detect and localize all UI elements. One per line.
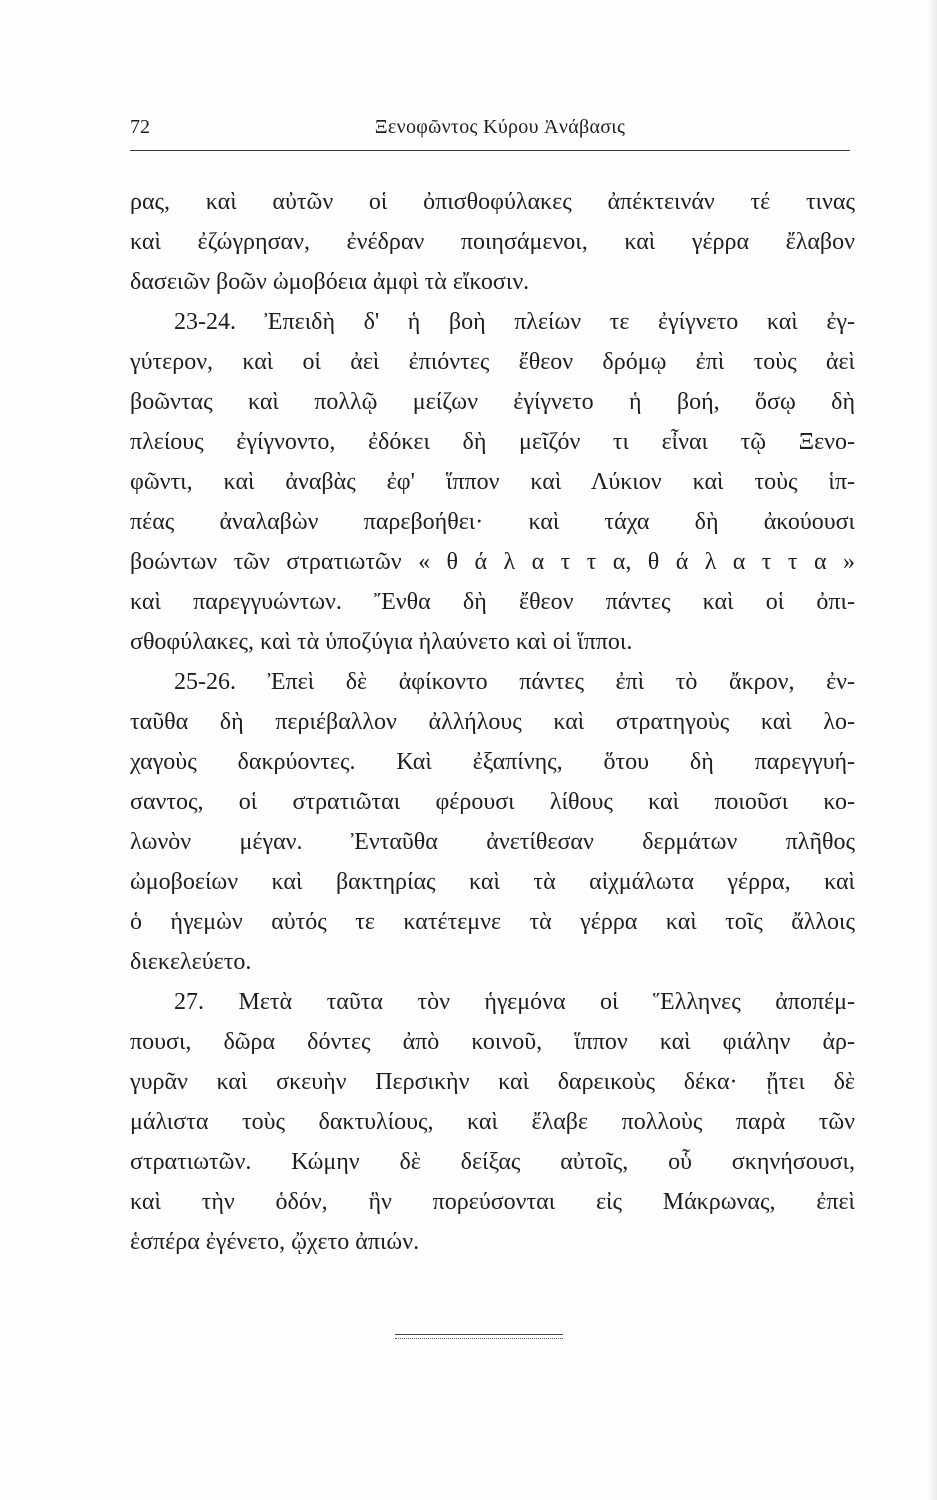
text-line: σαντος, οἱ στρατιῶται φέρουσι λίθους καὶ ποιοῦσι κο-	[130, 789, 855, 815]
page-edge-shadow	[927, 0, 937, 1500]
text-line: χαγοὺς δακρύοντες. Καὶ ἐξαπίνης, ὅτου δὴ παρεγγυή-	[130, 749, 855, 775]
section-25-26-start: 25-26. Ἐπεὶ δὲ ἀφίκοντο πάντες ἐπὶ τὸ ἄκρον, ἐν-	[174, 669, 855, 695]
text-line: σθοφύλακες, καὶ τὰ ὑποζύγια ἠλαύνετο καὶ οἱ ἵπποι.	[130, 629, 633, 655]
text-line: καὶ ἐζώγρησαν, ἐνέδραν ποιησάμενοι, καὶ γέρρα ἔλαβον	[130, 229, 855, 255]
text-line: δασειῶν βοῶν ὠμοβόεια ἀμφὶ τὰ εἴκοσιν.	[130, 269, 530, 295]
text-line: ταῦθα δὴ περιέβαλλον ἀλλήλους καὶ στρατηγοὺς καὶ λο-	[130, 709, 855, 735]
section-23-24-start: 23-24. Ἐπειδὴ δ' ἡ βοὴ πλείων τε ἐγίγνετο καὶ ἐγ-	[174, 309, 855, 335]
text-body	[130, 182, 855, 1262]
text-line: λωνὸν μέγαν. Ἐνταῦθα ἀνετίθεσαν δερμάτων πλῆθος	[130, 829, 855, 855]
text-line: στρατιωτῶν. Κώμην δὲ δείξας αὐτοῖς, οὗ σκηνήσουσι,	[130, 1149, 855, 1175]
text-line: ὁ ἡγεμὼν αὐτός τε κατέτεμνε τὰ γέρρα καὶ τοῖς ἄλλοις	[130, 909, 855, 935]
text-line: ἑσπέρα ἐγένετο, ᾤχετο ἀπιών.	[130, 1229, 420, 1255]
text-line: φῶντι, καὶ ἀναβὰς ἐφ' ἵππον καὶ Λύκιον καὶ τοὺς ἱπ-	[130, 469, 855, 495]
text-line: πουσι, δῶρα δόντες ἀπὸ κοινοῦ, ἵππον καὶ φιάλην ἀρ-	[130, 1029, 855, 1055]
text-line: γύτερον, καὶ οἱ ἀεὶ ἐπιόντες ἔθεον δρόμῳ ἐπὶ τοὺς ἀεὶ	[130, 349, 855, 375]
text-line: ὠμοβοείων καὶ βακτηρίας καὶ τὰ αἰχμάλωτα γέρρα, καὶ	[130, 869, 855, 895]
text-line: βοώντων τῶν στρατιωτῶν « θ ά λ α τ τ α, θ ά λ α τ τ α »	[130, 549, 855, 575]
text-line: καὶ τὴν ὁδόν, ἣν πορεύσονται εἰς Μάκρωνας, ἐπεὶ	[130, 1189, 855, 1215]
text-line: πλείους ἐγίγνοντο, ἐδόκει δὴ μεῖζόν τι εἶναι τῷ Ξενο-	[130, 429, 855, 455]
text-line: βοῶντας καὶ πολλῷ μείζων ἐγίγνετο ἡ βοή, ὅσῳ δὴ	[130, 389, 855, 415]
end-of-chapter-rule	[395, 1334, 563, 1335]
page-header	[130, 116, 850, 151]
text-line: γυρᾶν καὶ σκευὴν Περσικὴν καὶ δαρεικοὺς δέκα· ᾔτει δὲ	[130, 1069, 855, 1095]
running-title: Ξενοφῶντος Κύρου Ἀνάβασις	[374, 116, 626, 138]
text-line: διεκελεύετο.	[130, 949, 252, 975]
text-line: μάλιστα τοὺς δακτυλίους, καὶ ἔλαβε πολλοὺς παρὰ τῶν	[130, 1109, 855, 1135]
text-line: καὶ παρεγγυώντων. Ἔνθα δὴ ἔθεον πάντες καὶ οἱ ὀπι-	[130, 589, 855, 615]
text-line: ρας, καὶ αὐτῶν οἱ ὀπισθοφύλακες ἀπέκτεινάν τέ τινας	[130, 189, 855, 215]
text-line: πέας ἀναλαβὼν παρεβοήθει· καὶ τάχα δὴ ἀκούουσι	[130, 509, 855, 535]
page-number: 72	[130, 116, 150, 138]
section-27-start: 27. Μετὰ ταῦτα τὸν ἡγεμόνα οἱ Ἕλληνες ἀποπέμ-	[174, 989, 855, 1015]
